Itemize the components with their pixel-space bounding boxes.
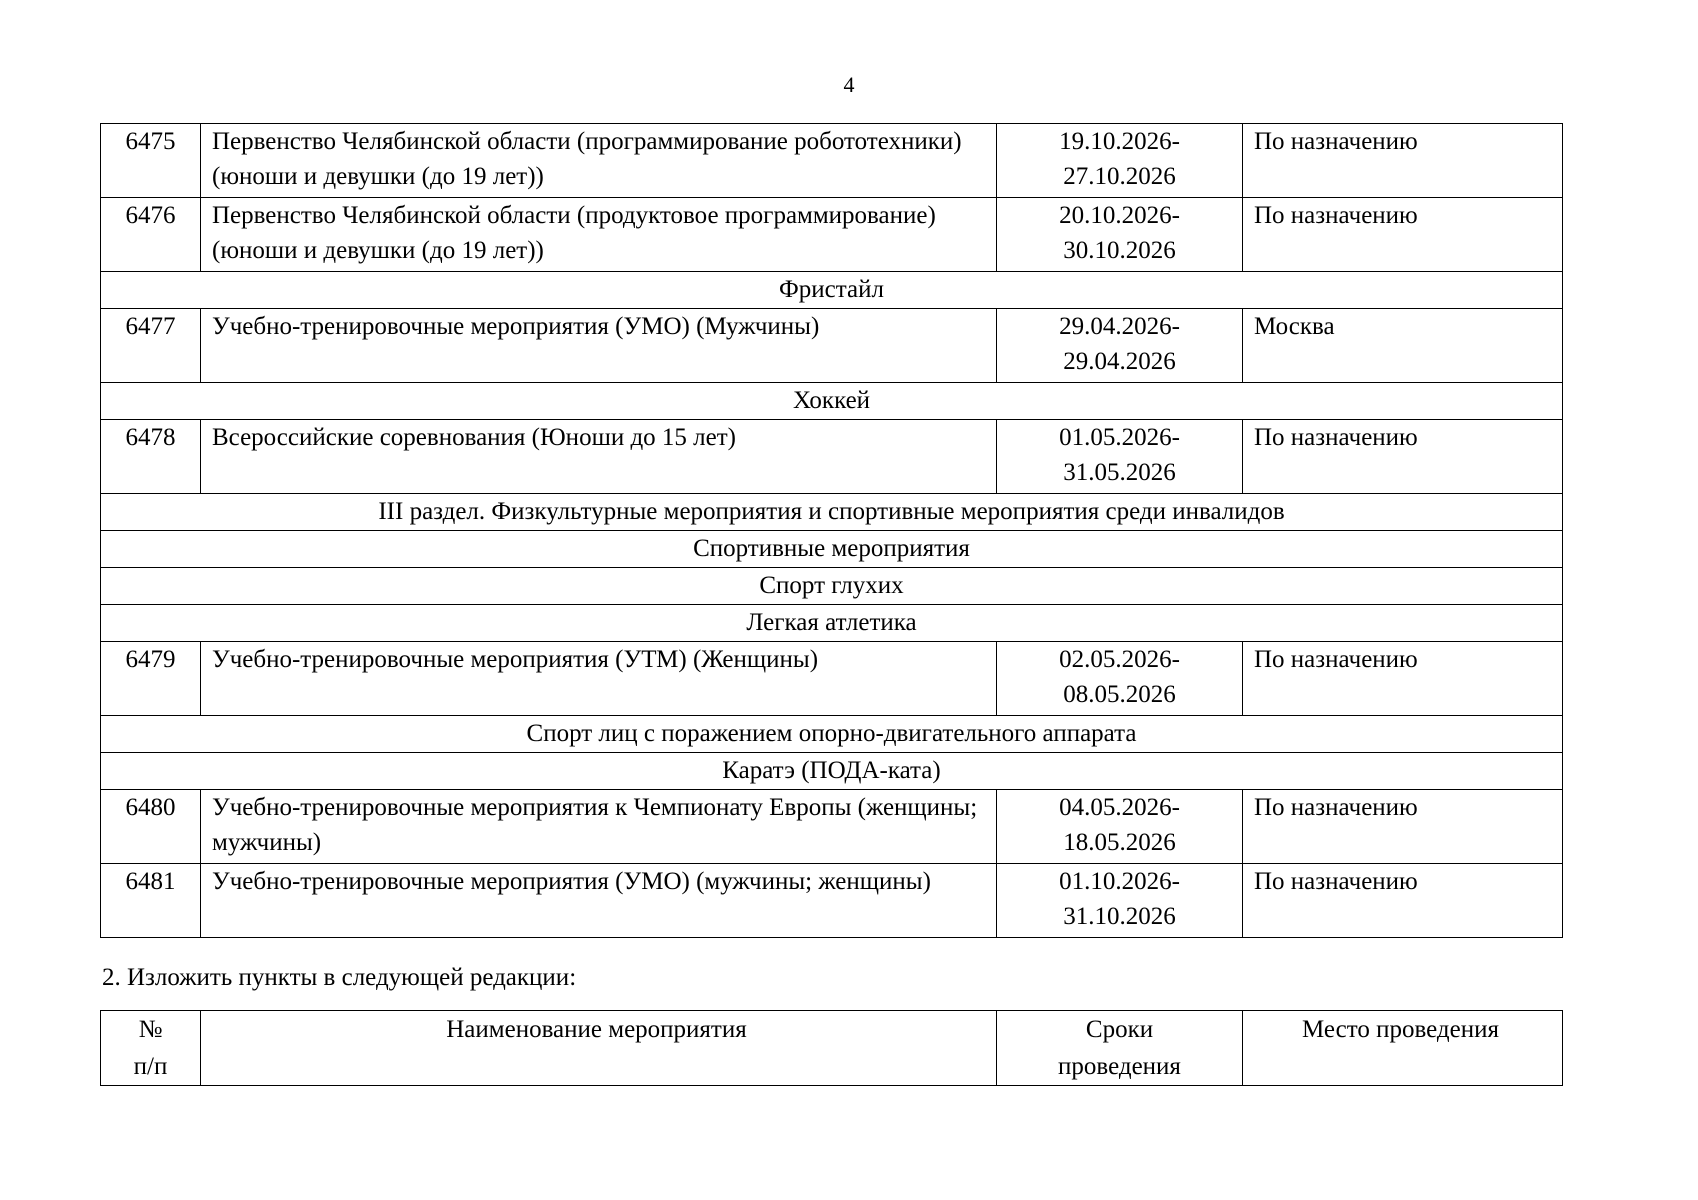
date-end: 27.10.2026 xyxy=(1063,163,1176,190)
date-start: 29.04.2026- xyxy=(1059,313,1180,340)
events-table-body xyxy=(101,124,1563,938)
header-place-cell: Место проведения xyxy=(1243,1011,1563,1086)
instruction-paragraph: 2. Изложить пункты в следующей редакции: xyxy=(102,964,577,991)
event-place-cell: По назначению xyxy=(1243,124,1563,198)
section-title: Спорт лиц с поражением опорно-двигательного аппарата xyxy=(101,716,1563,753)
date-end: 31.05.2026 xyxy=(1063,459,1176,486)
event-name-cell: Учебно-тренировочные мероприятия к Чемпионату Европы (женщины; мужчины) xyxy=(201,790,997,864)
row-number-cell: 6481 xyxy=(101,864,201,938)
event-place-cell: По назначению xyxy=(1243,864,1563,938)
section-row xyxy=(101,716,1563,753)
event-place-cell: По назначению xyxy=(1243,420,1563,494)
date-end: 18.05.2026 xyxy=(1063,829,1176,856)
event-name-cell: Учебно-тренировочные мероприятия (УМО) (Мужчины) xyxy=(201,309,997,383)
date-end: 31.10.2026 xyxy=(1063,903,1176,930)
event-dates-cell xyxy=(997,790,1243,864)
row-number-cell: 6477 xyxy=(101,309,201,383)
row-number-cell: 6476 xyxy=(101,198,201,272)
event-dates-cell xyxy=(997,309,1243,383)
events-table xyxy=(100,123,1563,938)
date-start: 01.05.2026- xyxy=(1059,424,1180,451)
event-dates-cell xyxy=(997,420,1243,494)
row-number-cell: 6480 xyxy=(101,790,201,864)
date-end: 08.05.2026 xyxy=(1063,681,1176,708)
new-edition-table xyxy=(100,1010,1563,1086)
row-number-cell: 6479 xyxy=(101,642,201,716)
event-name-cell: Первенство Челябинской области (программирование робототехники) (юноши и девушки (до 19 лет)) xyxy=(201,124,997,198)
event-place-cell: По назначению xyxy=(1243,790,1563,864)
table-row xyxy=(101,198,1563,272)
event-place-cell: Москва xyxy=(1243,309,1563,383)
event-dates-cell xyxy=(997,124,1243,198)
event-place-cell: По назначению xyxy=(1243,642,1563,716)
date-start: 04.05.2026- xyxy=(1059,794,1180,821)
event-name-cell: Учебно-тренировочные мероприятия (УМО) (мужчины; женщины) xyxy=(201,864,997,938)
section-row xyxy=(101,753,1563,790)
date-end: 29.04.2026 xyxy=(1063,348,1176,375)
section-title: Каратэ (ПОДА-ката) xyxy=(101,753,1563,790)
header-number-line2: п/п xyxy=(133,1053,168,1080)
header-number-cell xyxy=(101,1011,201,1086)
section-row xyxy=(101,383,1563,420)
header-dates-cell xyxy=(997,1011,1243,1086)
section-row xyxy=(101,494,1563,531)
event-name-cell: Первенство Челябинской области (продуктовое программирование) (юноши и девушки (до 19 лет)) xyxy=(201,198,997,272)
header-number-line1: № xyxy=(138,1016,163,1043)
header-dates-line2: проведения xyxy=(1058,1053,1181,1080)
date-start: 20.10.2026- xyxy=(1059,202,1180,229)
page-number: 4 xyxy=(843,72,855,97)
table-row xyxy=(101,864,1563,938)
section-row xyxy=(101,605,1563,642)
event-name-cell: Учебно-тренировочные мероприятия (УТМ) (Женщины) xyxy=(201,642,997,716)
section-row xyxy=(101,568,1563,605)
header-name-cell: Наименование мероприятия xyxy=(201,1011,997,1086)
section-title: III раздел. Физкультурные мероприятия и спортивные мероприятия среди инвалидов xyxy=(101,494,1563,531)
section-title: Легкая атлетика xyxy=(101,605,1563,642)
section-row xyxy=(101,531,1563,568)
event-dates-cell xyxy=(997,642,1243,716)
table-row xyxy=(101,124,1563,198)
section-title: Хоккей xyxy=(101,383,1563,420)
section-title: Спорт глухих xyxy=(101,568,1563,605)
section-title: Спортивные мероприятия xyxy=(101,531,1563,568)
table-row xyxy=(101,420,1563,494)
event-place-cell: По назначению xyxy=(1243,198,1563,272)
date-start: 01.10.2026- xyxy=(1059,868,1180,895)
date-start: 19.10.2026- xyxy=(1059,128,1180,155)
table-row xyxy=(101,790,1563,864)
header-dates-line1: Сроки xyxy=(1085,1016,1154,1043)
section-title: Фристайл xyxy=(101,272,1563,309)
date-end: 30.10.2026 xyxy=(1063,237,1176,264)
table-row xyxy=(101,642,1563,716)
event-dates-cell xyxy=(997,198,1243,272)
table-header-row xyxy=(101,1011,1563,1086)
event-dates-cell xyxy=(997,864,1243,938)
section-row xyxy=(101,272,1563,309)
row-number-cell: 6475 xyxy=(101,124,201,198)
row-number-cell: 6478 xyxy=(101,420,201,494)
event-name-cell: Всероссийские соревнования (Юноши до 15 лет) xyxy=(201,420,997,494)
date-start: 02.05.2026- xyxy=(1059,646,1180,673)
table-row xyxy=(101,309,1563,383)
